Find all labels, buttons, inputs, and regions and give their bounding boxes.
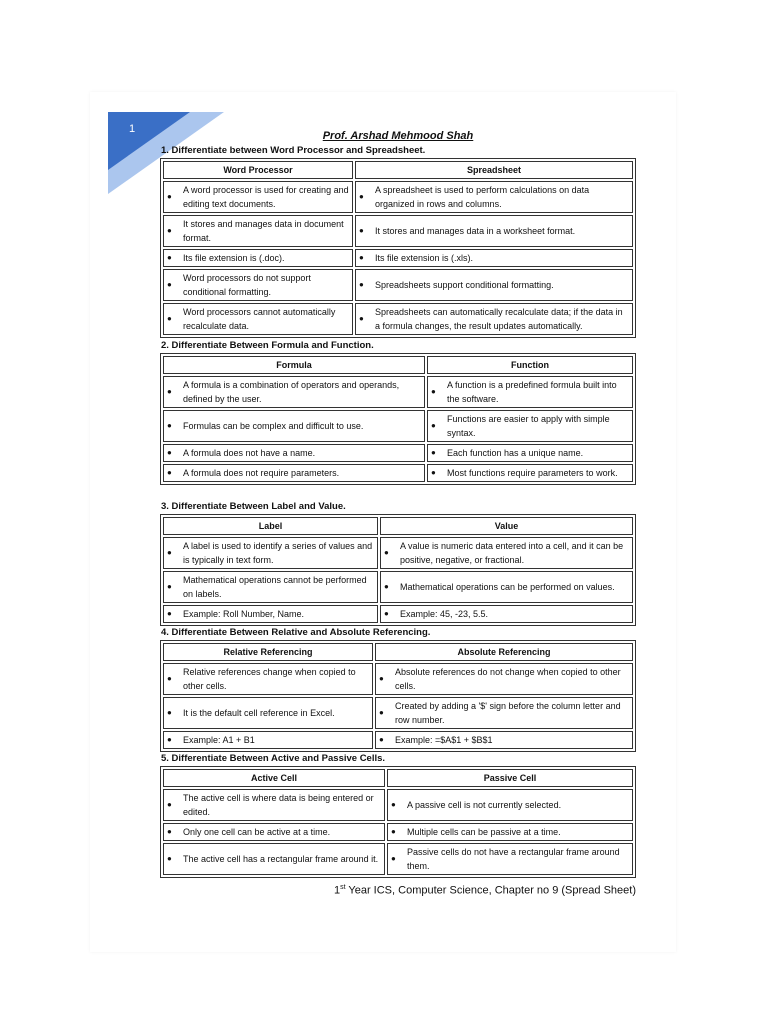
cell-text: A function is a predefined formula built into the software. [447, 380, 617, 404]
table-row [163, 789, 633, 821]
column-header: Relative Referencing [163, 643, 373, 661]
comparison-table [160, 766, 636, 878]
section-relative-vs-absolute [160, 626, 636, 752]
cell-text: A spreadsheet is used to perform calculations on data organized in rows and columns. [375, 185, 590, 209]
comparison-table [160, 640, 636, 752]
cell-text: Word processors do not support conditional formatting. [183, 273, 311, 297]
cell-text: A formula does not have a name. [183, 448, 316, 458]
bullet-icon: ● [379, 708, 384, 717]
table-row [163, 269, 633, 301]
bullet-icon: ● [391, 827, 396, 836]
bullet-icon: ● [167, 421, 172, 430]
bullet-icon: ● [384, 548, 389, 557]
table-row [163, 249, 633, 267]
cell-text: Example: Roll Number, Name. [183, 609, 305, 619]
section-heading: 2. Differentiate Between Formula and Function. [161, 340, 374, 351]
bullet-icon: ● [167, 280, 172, 289]
section-word-processor-vs-spreadsheet [160, 144, 636, 338]
bullet-icon: ● [167, 387, 172, 396]
cell-text: The active cell has a rectangular frame around it. [183, 854, 379, 864]
column-header: Active Cell [163, 769, 385, 787]
cell-text: Multiple cells can be passive at a time. [407, 827, 561, 837]
column-header: Word Processor [163, 161, 353, 179]
bullet-icon: ● [359, 280, 364, 289]
bullet-icon: ● [391, 854, 396, 863]
cell-text: A value is numeric data entered into a cell, and it can be positive, negative, or fractional. [400, 541, 624, 565]
bullet-icon: ● [359, 253, 364, 262]
bullet-icon: ● [167, 708, 172, 717]
table-row [163, 605, 633, 623]
cell-text: Mathematical operations can be performed on values. [400, 582, 615, 592]
footer-year: 1 [333, 884, 341, 897]
cell-text: Relative references change when copied to other cells. [183, 667, 356, 691]
bullet-icon: ● [167, 582, 172, 591]
bullet-icon: ● [167, 468, 172, 477]
cell-text: Spreadsheets can automatically recalculate data; if the data in a formula changes, the result updates automatically. [375, 307, 623, 331]
table-row [163, 731, 633, 749]
bullet-icon: ● [167, 854, 172, 863]
cell-text: Example: =$A$1 + $B$1 [395, 735, 493, 745]
cell-text: A formula is a combination of operators and operands, defined by the user. [183, 380, 400, 404]
cell-text: Example: 45, -23, 5.5. [400, 609, 489, 619]
bullet-icon: ● [167, 674, 172, 683]
footer-superscript: st [340, 884, 346, 891]
cell-text: A formula does not require parameters. [183, 468, 340, 478]
author-title: Prof. Arshad Mehmood Shah [322, 130, 474, 142]
bullet-icon: ● [167, 548, 172, 557]
bullet-icon: ● [359, 226, 364, 235]
cell-text: Its file extension is (.doc). [183, 253, 285, 263]
cell-text: Formulas can be complex and difficult to use. [183, 421, 364, 431]
column-header: Function [427, 356, 633, 374]
bullet-icon: ● [384, 609, 389, 618]
section-heading: 5. Differentiate Between Active and Passive Cells. [161, 753, 386, 764]
column-header: Label [163, 517, 378, 535]
table-row [163, 303, 633, 335]
table-row [163, 663, 633, 695]
page-footer [300, 884, 636, 897]
table-row [163, 376, 633, 408]
cell-text: Mathematical operations cannot be performed on labels. [183, 575, 367, 599]
table-row [163, 215, 633, 247]
table-row [163, 464, 633, 482]
cell-text: Passive cells do not have a rectangular frame around them. [407, 847, 620, 871]
cell-text: Created by adding a '$' sign before the column letter and row number. [395, 701, 621, 725]
cell-text: Example: A1 + B1 [183, 735, 255, 745]
cell-text: Word processors cannot automatically recalculate data. [183, 307, 336, 331]
column-header: Spreadsheet [355, 161, 633, 179]
cell-text: Spreadsheets support conditional formatting. [375, 280, 554, 290]
table-row [163, 537, 633, 569]
column-header: Absolute Referencing [375, 643, 633, 661]
section-label-vs-value [160, 500, 636, 626]
bullet-icon: ● [167, 314, 172, 323]
bullet-icon: ● [167, 253, 172, 262]
bullet-icon: ● [167, 226, 172, 235]
comparison-table [160, 158, 636, 338]
bullet-icon: ● [167, 827, 172, 836]
cell-text: It stores and manages data in document format. [183, 219, 344, 243]
bullet-icon: ● [431, 421, 436, 430]
bullet-icon: ● [167, 735, 172, 744]
table-row [163, 843, 633, 875]
column-header: Value [380, 517, 633, 535]
cell-text: A word processor is used for creating and editing text documents. [183, 185, 349, 209]
cell-text: A label is used to identify a series of values and is typically in text form. [183, 541, 373, 565]
table-row [163, 444, 633, 462]
footer-text: Year ICS, Computer Science, Chapter no 9 (Spread Sheet) [345, 884, 636, 897]
bullet-icon: ● [379, 735, 384, 744]
bullet-icon: ● [431, 387, 436, 396]
cell-text: Most functions require parameters to work. [447, 468, 618, 478]
cell-text: A passive cell is not currently selected. [407, 800, 562, 810]
cell-text: The active cell is where data is being entered or edited. [183, 793, 374, 817]
section-formula-vs-function [160, 339, 636, 485]
section-heading: 4. Differentiate Between Relative and Absolute Referencing. [161, 627, 431, 638]
section-heading: 3. Differentiate Between Label and Value. [161, 501, 346, 512]
table-row [163, 181, 633, 213]
bullet-icon: ● [379, 674, 384, 683]
cell-text: It stores and manages data in a worksheet format. [375, 226, 576, 236]
comparison-table [160, 353, 636, 485]
page-number: 1 [129, 123, 136, 135]
bullet-icon: ● [167, 609, 172, 618]
bullet-icon: ● [167, 448, 172, 457]
table-row [163, 697, 633, 729]
bullet-icon: ● [391, 800, 396, 809]
bullet-icon: ● [384, 582, 389, 591]
bullet-icon: ● [167, 800, 172, 809]
column-header: Passive Cell [387, 769, 633, 787]
bullet-icon: ● [431, 468, 436, 477]
table-row [163, 571, 633, 603]
cell-text: Each function has a unique name. [447, 448, 584, 458]
section-active-vs-passive [160, 752, 636, 878]
section-heading: 1. Differentiate between Word Processor and Spreadsheet. [161, 145, 426, 156]
cell-text: Only one cell can be active at a time. [183, 827, 331, 837]
cell-text: Absolute references do not change when copied to other cells. [395, 667, 621, 691]
bullet-icon: ● [359, 192, 364, 201]
cell-text: Functions are easier to apply with simple syntax. [447, 414, 610, 438]
column-header: Formula [163, 356, 425, 374]
comparison-table [160, 514, 636, 626]
bullet-icon: ● [431, 448, 436, 457]
bullet-icon: ● [359, 314, 364, 323]
table-row [163, 823, 633, 841]
bullet-icon: ● [167, 192, 172, 201]
cell-text: Its file extension is (.xls). [375, 253, 474, 263]
cell-text: It is the default cell reference in Excel. [183, 708, 335, 718]
table-row [163, 410, 633, 442]
